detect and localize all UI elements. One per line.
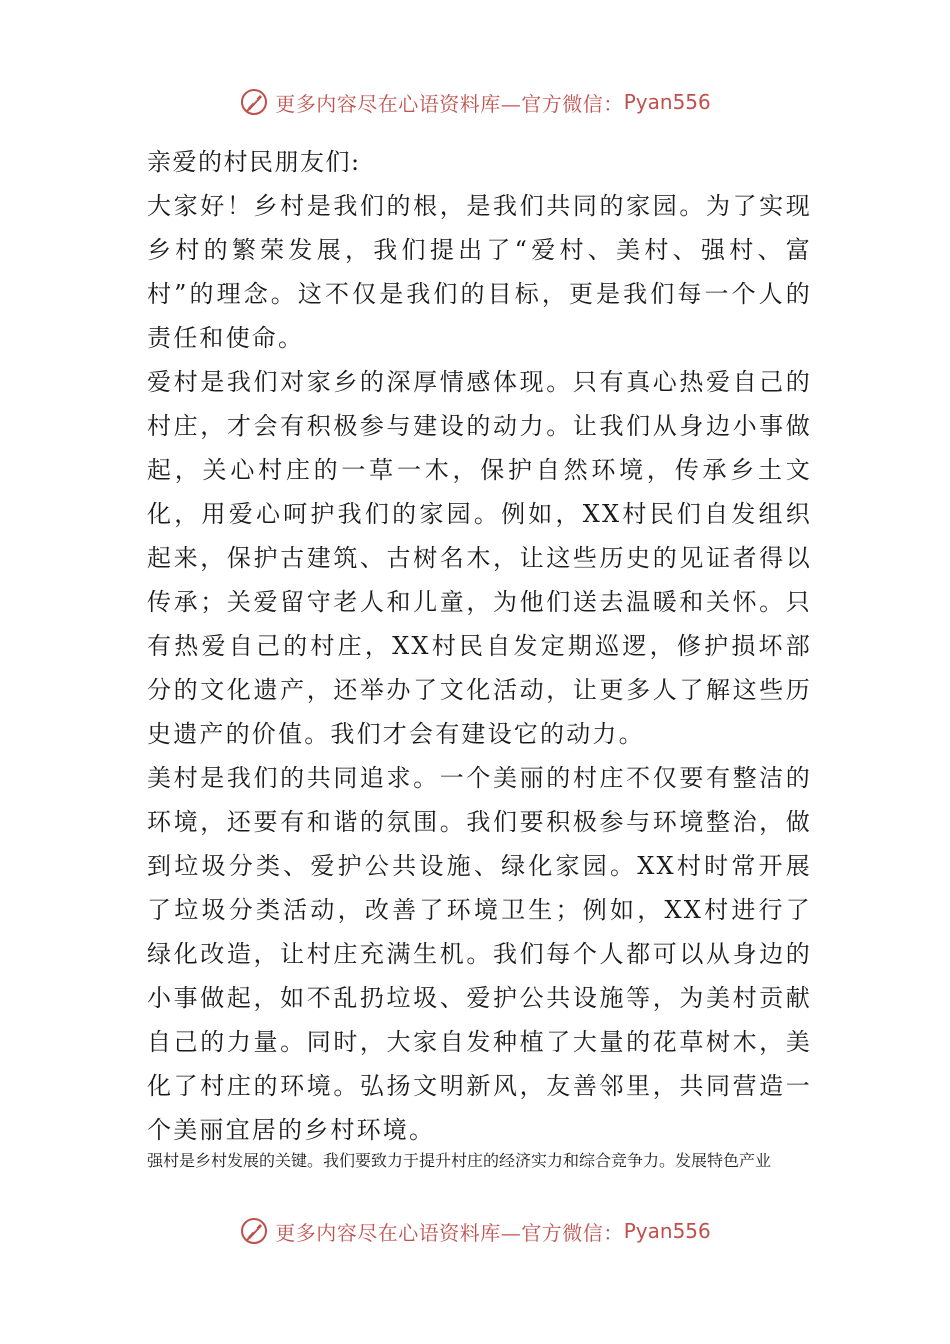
paragraph-love-village: 爱村是我们对家乡的深厚情感体现。只有真心热爱自己的村庄，才会有积极参与建设的动力。让我们从身边小事做起，关心村庄的一草一木，保护自然环境，传承乡土文化，用爱心呵护我们的家园。例如，XX村民们自发组织起来，保护古建筑、古树名木，让这些历史的见证者得以传承；关爱留守老人和儿童，为他们送去温暖和关怀。只有热爱自己的村庄，XX村民自发定期巡逻，修护损坏部分的文化遗产，还举办了文化活动，让更多人了解这些历史遗产的价值。我们才会有建设它的动力。 [147,368,812,748]
paragraph-intro: 大家好！乡村是我们的根，是我们共同的家园。为了实现乡村的繁荣发展，我们提出了“爱村、美村、强村、富村”的理念。这不仅是我们的目标，更是我们每一个人的责任和使命。 [147,192,812,352]
watermark-id: Pyan556 [623,90,711,114]
watermark-id: Pyan556 [623,1219,711,1243]
letter-body [147,140,812,1152]
watermark-header [0,82,950,122]
paragraph-strong-village-start: 强村是乡村发展的关键。我们要致力于提升村庄的经济实力和综合竞争力。发展特色产业 [147,1151,772,1170]
quill-pen-icon [239,1216,269,1246]
watermark-text: 更多内容尽在心语资料库—官方微信： [275,91,624,116]
letter-greeting: 亲爱的村民朋友们: [147,148,361,176]
paragraph-beautiful-village: 美村是我们的共同追求。一个美丽的村庄不仅要有整洁的环境，还要有和谐的氛围。我们要积极参与环境整治，做到垃圾分类、爱护公共设施、绿化家园。XX村时常开展了垃圾分类活动，改善了环境卫生；例如，XX村进行了绿化改造，让村庄充满生机。我们每个人都可以从身边的小事做起，如不乱扔垃圾、爱护公共设施等，为美村贡献自己的力量。同时，大家自发种植了大量的花草树木，美化了村庄的环境。弘扬文明新风，友善邻里，共同营造一个美丽宜居的乡村环境。 [147,764,812,1144]
watermark-text: 更多内容尽在心语资料库—官方微信： [275,1220,624,1245]
watermark-footer [0,1211,950,1251]
quill-pen-icon [239,87,269,117]
